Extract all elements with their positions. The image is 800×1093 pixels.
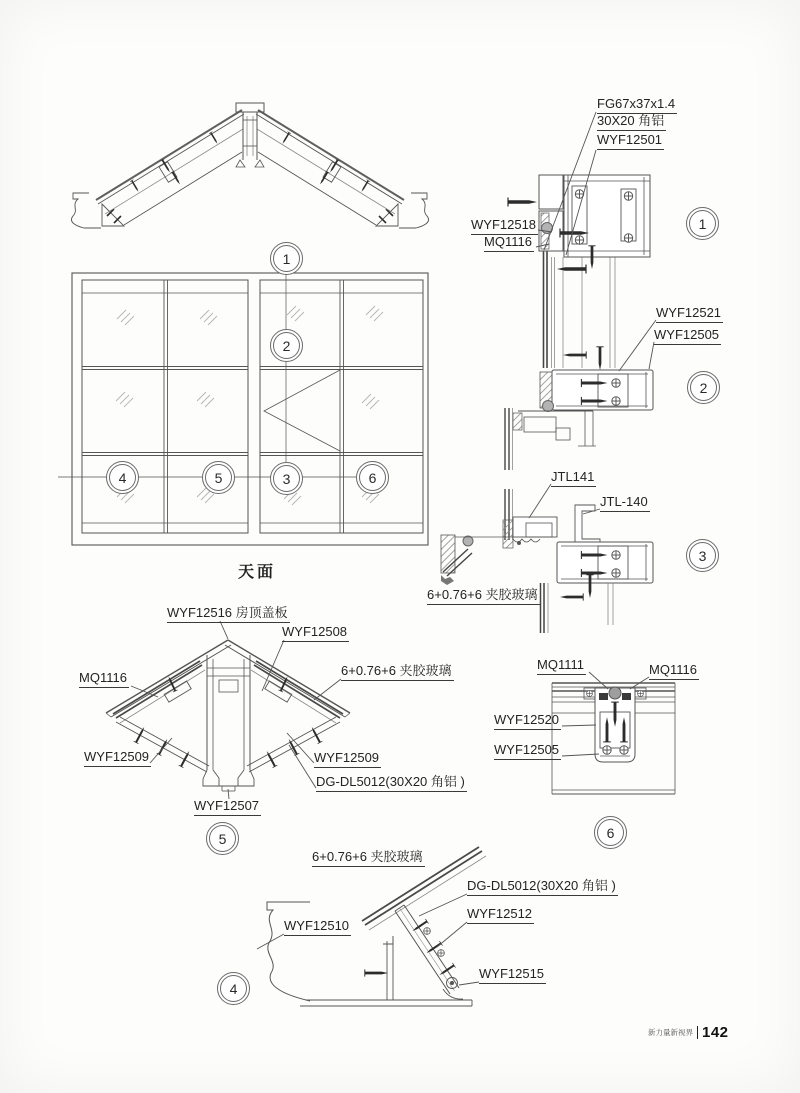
label-wyf12510: WYF12510 — [284, 919, 351, 936]
roof-section-drawing — [71, 103, 428, 228]
detail-marker-6: 6 — [594, 816, 627, 849]
label-wyf12518: WYF12518 — [471, 218, 538, 235]
plan-marker-4: 4 — [106, 461, 139, 494]
label-wyf12512: WYF12512 — [467, 907, 534, 924]
label-angle-d5: DG-DL5012(30X20 角铝 ) — [316, 775, 467, 792]
plan-marker-2: 2 — [270, 329, 303, 362]
detail-marker-1: 1 — [686, 207, 719, 240]
label-roof-cover: WYF12516 房顶盖板 — [167, 606, 290, 623]
label-jtl140: JTL-140 — [600, 495, 650, 512]
label-glass-d5: 6+0.76+6 夹胶玻璃 — [341, 664, 454, 681]
detail-marker-5: 5 — [206, 822, 239, 855]
label-glass-d4: 6+0.76+6 夹胶玻璃 — [312, 850, 425, 867]
detail-marker-4: 4 — [217, 972, 250, 1005]
label-wyf12501: WYF12501 — [597, 133, 664, 150]
label-mq1116-d6: MQ1116 — [649, 663, 699, 680]
label-wyf12509-right: WYF12509 — [314, 751, 381, 768]
page-footer — [648, 1024, 729, 1041]
label-mq1111: MQ1111 — [537, 658, 586, 675]
detail-5-drawing — [106, 621, 350, 799]
detail-6-drawing — [552, 672, 675, 794]
label-wyf12508: WYF12508 — [282, 625, 349, 642]
label-mq1116-d5: MQ1116 — [79, 671, 129, 688]
label-wyf12505-d6: WYF12505 — [494, 743, 561, 760]
plan-marker-1: 1 — [270, 242, 303, 275]
label-wyf12515: WYF12515 — [479, 967, 546, 984]
label-mq1116-d1: MQ1116 — [484, 235, 534, 252]
label-wyf12521: WYF12521 — [656, 306, 723, 323]
label-angle-d4: DG-DL5012(30X20 角铝 ) — [467, 879, 618, 896]
label-wyf12505-d2: WYF12505 — [654, 328, 721, 345]
footer-divider — [697, 1026, 698, 1039]
footer-page-number: 142 — [702, 1024, 729, 1041]
plan-marker-3: 3 — [270, 462, 303, 495]
label-wyf12509-left: WYF12509 — [84, 750, 151, 767]
label-steel-tube: FG67x37x1.4 — [597, 97, 677, 114]
detail-marker-2: 2 — [687, 371, 720, 404]
plan-drawing — [58, 273, 428, 545]
label-wyf12507: WYF12507 — [194, 799, 261, 816]
detail-marker-3: 3 — [686, 539, 719, 572]
label-angle-30x20: 30X20 角铝 — [597, 114, 666, 131]
plan-marker-6: 6 — [356, 461, 389, 494]
label-wyf12520: WYF12520 — [494, 713, 561, 730]
label-glass-d3: 6+0.76+6 夹胶玻璃 — [427, 588, 540, 605]
footer-brand: 新力量新视界 — [648, 1028, 693, 1037]
label-jtl141: JTL141 — [551, 470, 596, 487]
plan-caption: 天面 — [238, 564, 277, 581]
plan-marker-5: 5 — [202, 461, 235, 494]
